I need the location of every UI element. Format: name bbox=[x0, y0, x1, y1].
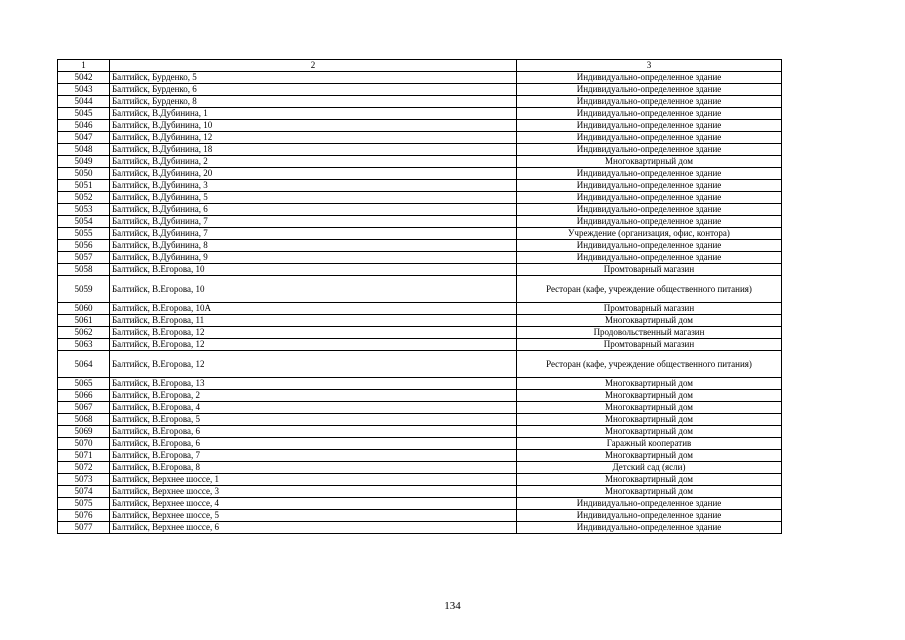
address-cell: Балтийск, В.Дубинина, 18 bbox=[110, 144, 517, 156]
object-type-cell: Промтоварный магазин bbox=[517, 339, 782, 351]
row-number-cell: 5051 bbox=[58, 180, 110, 192]
object-type-cell: Учреждение (организация, офис, контора) bbox=[517, 228, 782, 240]
object-type-cell: Индивидуально-определенное здание bbox=[517, 108, 782, 120]
address-cell: Балтийск, В.Егорова, 12 bbox=[110, 327, 517, 339]
object-type-cell: Многоквартирный дом bbox=[517, 378, 782, 390]
address-cell: Балтийск, В.Егорова, 10 bbox=[110, 276, 517, 303]
row-number-cell: 5064 bbox=[58, 351, 110, 378]
address-cell: Балтийск, В.Дубинина, 5 bbox=[110, 192, 517, 204]
address-cell: Балтийск, Верхнее шоссе, 6 bbox=[110, 522, 517, 534]
object-type-cell: Индивидуально-определенное здание bbox=[517, 510, 782, 522]
object-type-cell: Продовольственный магазин bbox=[517, 327, 782, 339]
address-cell: Балтийск, В.Егорова, 10А bbox=[110, 303, 517, 315]
object-type-cell: Ресторан (кафе, учреждение общественного питания) bbox=[517, 351, 782, 378]
table-row bbox=[58, 276, 782, 303]
object-type-cell: Промтоварный магазин bbox=[517, 303, 782, 315]
table-row bbox=[58, 216, 782, 228]
row-number-cell: 5075 bbox=[58, 498, 110, 510]
row-number-cell: 5061 bbox=[58, 315, 110, 327]
row-number-cell: 5059 bbox=[58, 276, 110, 303]
table-row bbox=[58, 72, 782, 84]
table-row bbox=[58, 450, 782, 462]
address-cell: Балтийск, В.Егорова, 7 bbox=[110, 450, 517, 462]
object-type-cell: Многоквартирный дом bbox=[517, 426, 782, 438]
row-number-cell: 5045 bbox=[58, 108, 110, 120]
row-number-cell: 5067 bbox=[58, 402, 110, 414]
object-type-cell: Промтоварный магазин bbox=[517, 264, 782, 276]
table-row bbox=[58, 351, 782, 378]
table-row bbox=[58, 315, 782, 327]
address-cell: Балтийск, В.Дубинина, 2 bbox=[110, 156, 517, 168]
address-cell: Балтийск, В.Дубинина, 12 bbox=[110, 132, 517, 144]
address-cell: Балтийск, В.Егорова, 6 bbox=[110, 426, 517, 438]
table-row bbox=[58, 522, 782, 534]
table-row bbox=[58, 144, 782, 156]
address-cell: Балтийск, В.Дубинина, 8 bbox=[110, 240, 517, 252]
table-row bbox=[58, 510, 782, 522]
row-number-cell: 5066 bbox=[58, 390, 110, 402]
row-number-cell: 5046 bbox=[58, 120, 110, 132]
address-cell: Балтийск, Бурденко, 8 bbox=[110, 96, 517, 108]
row-number-cell: 5047 bbox=[58, 132, 110, 144]
row-number-cell: 5054 bbox=[58, 216, 110, 228]
address-cell: Балтийск, В.Дубинина, 7 bbox=[110, 216, 517, 228]
object-type-cell: Индивидуально-определенное здание bbox=[517, 96, 782, 108]
row-number-cell: 5049 bbox=[58, 156, 110, 168]
address-cell: Балтийск, В.Дубинина, 20 bbox=[110, 168, 517, 180]
object-type-cell: Многоквартирный дом bbox=[517, 450, 782, 462]
table-row bbox=[58, 462, 782, 474]
table-row bbox=[58, 414, 782, 426]
object-type-cell: Многоквартирный дом bbox=[517, 402, 782, 414]
column-header-1: 1 bbox=[58, 60, 110, 72]
address-cell: Балтийск, В.Егорова, 13 bbox=[110, 378, 517, 390]
row-number-cell: 5065 bbox=[58, 378, 110, 390]
row-number-cell: 5060 bbox=[58, 303, 110, 315]
object-type-cell: Ресторан (кафе, учреждение общественного питания) bbox=[517, 276, 782, 303]
object-type-cell: Индивидуально-определенное здание bbox=[517, 72, 782, 84]
row-number-cell: 5071 bbox=[58, 450, 110, 462]
table-row bbox=[58, 192, 782, 204]
address-cell: Балтийск, В.Егорова, 6 bbox=[110, 438, 517, 450]
table-row bbox=[58, 240, 782, 252]
table-row bbox=[58, 108, 782, 120]
column-header-2: 2 bbox=[110, 60, 517, 72]
table-row bbox=[58, 426, 782, 438]
row-number-cell: 5068 bbox=[58, 414, 110, 426]
table-row bbox=[58, 264, 782, 276]
address-cell: Балтийск, Верхнее шоссе, 5 bbox=[110, 510, 517, 522]
address-cell: Балтийск, Верхнее шоссе, 1 bbox=[110, 474, 517, 486]
address-cell: Балтийск, Бурденко, 5 bbox=[110, 72, 517, 84]
table-row bbox=[58, 168, 782, 180]
object-type-cell: Гаражный кооператив bbox=[517, 438, 782, 450]
table-row bbox=[58, 84, 782, 96]
object-type-cell: Индивидуально-определенное здание bbox=[517, 192, 782, 204]
table-row bbox=[58, 252, 782, 264]
row-number-cell: 5042 bbox=[58, 72, 110, 84]
object-type-cell: Индивидуально-определенное здание bbox=[517, 204, 782, 216]
table-row bbox=[58, 474, 782, 486]
row-number-cell: 5053 bbox=[58, 204, 110, 216]
object-type-cell: Индивидуально-определенное здание bbox=[517, 180, 782, 192]
address-cell: Балтийск, В.Дубинина, 10 bbox=[110, 120, 517, 132]
row-number-cell: 5058 bbox=[58, 264, 110, 276]
object-type-cell: Индивидуально-определенное здание bbox=[517, 522, 782, 534]
row-number-cell: 5072 bbox=[58, 462, 110, 474]
table-row bbox=[58, 228, 782, 240]
table-row bbox=[58, 486, 782, 498]
address-cell: Балтийск, В.Дубинина, 9 bbox=[110, 252, 517, 264]
table-row bbox=[58, 327, 782, 339]
object-type-cell: Многоквартирный дом bbox=[517, 156, 782, 168]
address-cell: Балтийск, В.Дубинина, 1 bbox=[110, 108, 517, 120]
table-row bbox=[58, 303, 782, 315]
address-cell: Балтийск, В.Дубинина, 6 bbox=[110, 204, 517, 216]
table-header-row bbox=[58, 60, 782, 72]
row-number-cell: 5050 bbox=[58, 168, 110, 180]
row-number-cell: 5052 bbox=[58, 192, 110, 204]
table-body bbox=[58, 60, 782, 534]
row-number-cell: 5076 bbox=[58, 510, 110, 522]
row-number-cell: 5048 bbox=[58, 144, 110, 156]
address-cell: Балтийск, В.Егорова, 11 bbox=[110, 315, 517, 327]
row-number-cell: 5056 bbox=[58, 240, 110, 252]
table-row bbox=[58, 438, 782, 450]
row-number-cell: 5069 bbox=[58, 426, 110, 438]
object-type-cell: Индивидуально-определенное здание bbox=[517, 252, 782, 264]
table-row bbox=[58, 120, 782, 132]
table-row bbox=[58, 390, 782, 402]
row-number-cell: 5057 bbox=[58, 252, 110, 264]
object-type-cell: Индивидуально-определенное здание bbox=[517, 120, 782, 132]
address-cell: Балтийск, В.Егорова, 2 bbox=[110, 390, 517, 402]
object-type-cell: Индивидуально-определенное здание bbox=[517, 498, 782, 510]
object-type-cell: Индивидуально-определенное здание bbox=[517, 216, 782, 228]
table-row bbox=[58, 132, 782, 144]
address-cell: Балтийск, В.Егорова, 10 bbox=[110, 264, 517, 276]
object-type-cell: Многоквартирный дом bbox=[517, 414, 782, 426]
address-cell: Балтийск, В.Егорова, 4 bbox=[110, 402, 517, 414]
address-cell: Балтийск, Бурденко, 6 bbox=[110, 84, 517, 96]
table-row bbox=[58, 339, 782, 351]
row-number-cell: 5070 bbox=[58, 438, 110, 450]
table-row bbox=[58, 204, 782, 216]
object-type-cell: Многоквартирный дом bbox=[517, 486, 782, 498]
object-type-cell: Детский сад (ясли) bbox=[517, 462, 782, 474]
address-cell: Балтийск, Верхнее шоссе, 3 bbox=[110, 486, 517, 498]
document-table bbox=[57, 59, 782, 534]
object-type-cell: Индивидуально-определенное здание bbox=[517, 84, 782, 96]
address-cell: Балтийск, В.Егорова, 8 bbox=[110, 462, 517, 474]
row-number-cell: 5077 bbox=[58, 522, 110, 534]
object-type-cell: Многоквартирный дом bbox=[517, 390, 782, 402]
row-number-cell: 5063 bbox=[58, 339, 110, 351]
row-number-cell: 5073 bbox=[58, 474, 110, 486]
address-cell: Балтийск, В.Егорова, 12 bbox=[110, 339, 517, 351]
address-cell: Балтийск, Верхнее шоссе, 4 bbox=[110, 498, 517, 510]
object-type-cell: Индивидуально-определенное здание bbox=[517, 132, 782, 144]
object-type-cell: Индивидуально-определенное здание bbox=[517, 240, 782, 252]
table-row bbox=[58, 156, 782, 168]
address-cell: Балтийск, В.Дубинина, 3 bbox=[110, 180, 517, 192]
page-number: 134 bbox=[444, 600, 461, 612]
object-type-cell: Многоквартирный дом bbox=[517, 474, 782, 486]
table-row bbox=[58, 180, 782, 192]
table-row bbox=[58, 378, 782, 390]
row-number-cell: 5062 bbox=[58, 327, 110, 339]
row-number-cell: 5043 bbox=[58, 84, 110, 96]
address-cell: Балтийск, В.Егорова, 12 bbox=[110, 351, 517, 378]
row-number-cell: 5044 bbox=[58, 96, 110, 108]
object-type-cell: Многоквартирный дом bbox=[517, 315, 782, 327]
address-cell: Балтийск, В.Егорова, 5 bbox=[110, 414, 517, 426]
table-row bbox=[58, 402, 782, 414]
table-row bbox=[58, 498, 782, 510]
table-row bbox=[58, 96, 782, 108]
column-header-3: 3 bbox=[517, 60, 782, 72]
object-type-cell: Индивидуально-определенное здание bbox=[517, 168, 782, 180]
row-number-cell: 5055 bbox=[58, 228, 110, 240]
row-number-cell: 5074 bbox=[58, 486, 110, 498]
address-cell: Балтийск, В.Дубинина, 7 bbox=[110, 228, 517, 240]
object-type-cell: Индивидуально-определенное здание bbox=[517, 144, 782, 156]
